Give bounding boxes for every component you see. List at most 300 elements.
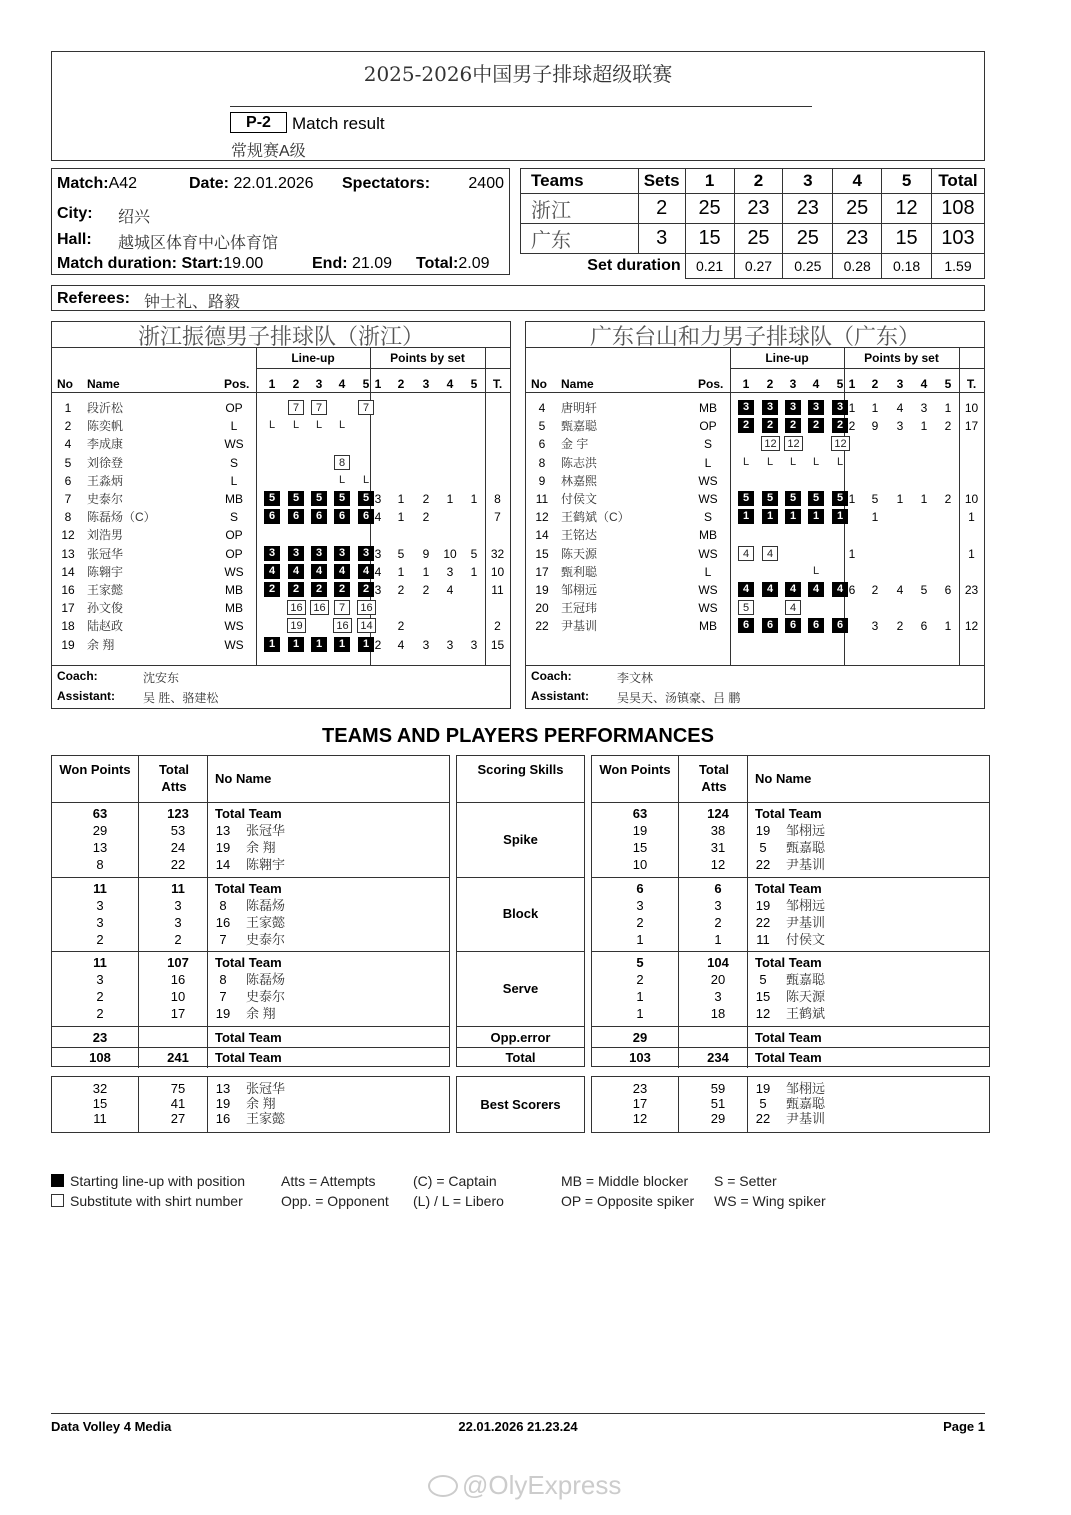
pos-header: Pos. bbox=[698, 377, 724, 391]
team-total-label: Total Team bbox=[215, 881, 282, 896]
lineup-set-header: 2 bbox=[292, 377, 300, 391]
report-subtitle: Match result bbox=[292, 114, 385, 133]
lineup-cell: 6 bbox=[264, 509, 280, 524]
lineup-cell: L bbox=[292, 419, 300, 432]
lineup-cell: 2 bbox=[785, 418, 801, 433]
lineup-cell: 5 bbox=[762, 491, 778, 506]
city-label: City: bbox=[57, 205, 93, 222]
away-set-score: 25 bbox=[783, 224, 833, 254]
lineup-cell: 5 bbox=[808, 491, 824, 506]
total-atts: 16 bbox=[170, 972, 186, 987]
away-set-score: 25 bbox=[734, 224, 783, 254]
best-total-atts: 75 bbox=[170, 1081, 186, 1096]
player-position: MB bbox=[225, 492, 243, 506]
set-points: 2 bbox=[871, 583, 879, 597]
set-points: 2 bbox=[848, 419, 856, 434]
spectators-value: 2400 bbox=[468, 175, 504, 192]
player-number: 20 bbox=[535, 601, 549, 616]
total-points: 108 bbox=[89, 1050, 111, 1065]
player-row bbox=[52, 599, 510, 617]
set-points: 2 bbox=[896, 619, 904, 634]
player-row bbox=[52, 617, 510, 635]
lineup-cell: 2 bbox=[808, 418, 824, 433]
set-scores-table bbox=[520, 168, 985, 279]
best-total-atts: 27 bbox=[170, 1111, 186, 1126]
total-atts: 2 bbox=[174, 932, 182, 947]
set-points: 4 bbox=[374, 510, 382, 525]
total-atts: 18 bbox=[710, 1006, 726, 1021]
best-won-points: 15 bbox=[92, 1096, 108, 1111]
away-set-score: 23 bbox=[833, 224, 882, 254]
player-number: 12 bbox=[61, 528, 75, 543]
lineup-cell: 16 bbox=[357, 600, 376, 615]
lineup-cell: 2 bbox=[288, 582, 304, 597]
lineup-cell: L bbox=[812, 455, 820, 468]
home-set-score: 25 bbox=[685, 194, 734, 224]
total-atts-header: Total Atts bbox=[698, 762, 730, 794]
player-position: MB bbox=[225, 601, 243, 616]
set-points: 5 bbox=[397, 546, 405, 561]
sets-header: Sets bbox=[638, 169, 685, 194]
lineup-cell: 3 bbox=[832, 400, 848, 415]
player-name: 王冠玮 bbox=[561, 601, 598, 616]
player-position: L bbox=[230, 473, 238, 488]
set-points: 1 bbox=[397, 510, 405, 525]
match-info-box bbox=[51, 168, 510, 275]
lineup-cell: 16 bbox=[333, 618, 352, 633]
player-number: 8 bbox=[64, 510, 72, 525]
set-points: 1 bbox=[397, 564, 405, 579]
total-atts: 6 bbox=[714, 881, 722, 896]
set-points: 1 bbox=[848, 401, 856, 415]
lineup-cell: 14 bbox=[357, 618, 376, 633]
lineup-cell: 2 bbox=[311, 582, 327, 597]
total-atts: 10 bbox=[170, 989, 186, 1004]
legend-item: WS = Wing spiker bbox=[714, 1193, 826, 1209]
player-number: 16 bbox=[215, 1111, 231, 1126]
player-row bbox=[52, 508, 510, 526]
best-scorers-label-box bbox=[456, 1076, 585, 1133]
set-points: 1 bbox=[848, 546, 856, 561]
set-points: 1 bbox=[920, 419, 928, 434]
referees-names: 钟士礼、路毅 bbox=[144, 294, 241, 311]
set-points: 9 bbox=[422, 546, 430, 561]
won-points: 1 bbox=[636, 1006, 644, 1021]
team-total-label: Total Team bbox=[755, 806, 822, 821]
player-row bbox=[526, 545, 984, 563]
best-won-points: 17 bbox=[632, 1096, 648, 1111]
player-name: 王淼炳 bbox=[87, 473, 124, 488]
home-best-scorers bbox=[51, 1076, 450, 1133]
set-points: 6 bbox=[848, 583, 856, 597]
best-total-atts: 51 bbox=[710, 1096, 726, 1111]
lineup-cell: 7 bbox=[311, 400, 327, 415]
set-duration: 0.18 bbox=[882, 254, 932, 279]
player-number: 15 bbox=[755, 989, 771, 1004]
player-number: 17 bbox=[61, 601, 75, 616]
away-best-scorers bbox=[591, 1076, 990, 1133]
set-points: 4 bbox=[397, 637, 405, 652]
match-label: Match: bbox=[57, 175, 109, 192]
legend-item: (C) = Captain bbox=[413, 1173, 497, 1189]
lineup-cell: 5 bbox=[311, 491, 327, 506]
won-points: 29 bbox=[92, 823, 108, 838]
lineup-header: Line-up bbox=[765, 351, 809, 365]
player-number: 5 bbox=[759, 972, 767, 987]
set-points: 6 bbox=[944, 583, 952, 597]
set-points: 2 bbox=[374, 637, 382, 652]
player-number: 22 bbox=[755, 857, 771, 872]
player-position: WS bbox=[698, 583, 718, 597]
lineup-cell: 5 bbox=[832, 491, 848, 506]
player-position: S bbox=[703, 437, 712, 452]
lineup-cell: 1 bbox=[762, 509, 778, 524]
lineup-cell: 3 bbox=[358, 546, 374, 561]
best-won-points: 23 bbox=[632, 1081, 648, 1096]
starter-legend-icon bbox=[51, 1174, 64, 1187]
won-points: 3 bbox=[96, 915, 104, 930]
city-value: 绍兴 bbox=[118, 209, 151, 226]
coach-label: Coach: bbox=[57, 669, 98, 683]
lineup-cell: 4 bbox=[808, 582, 824, 597]
points-set-header: 1 bbox=[848, 377, 856, 391]
player-number: 4 bbox=[64, 437, 72, 452]
coach-name: 沈安东 bbox=[143, 671, 180, 685]
best-won-points: 32 bbox=[92, 1081, 108, 1096]
player-position: MB bbox=[699, 401, 717, 415]
set5-header: 5 bbox=[882, 169, 932, 194]
player-position: S bbox=[229, 510, 238, 525]
player-number: 19 bbox=[755, 823, 771, 838]
lineup-cell: 6 bbox=[358, 509, 374, 524]
won-points: 3 bbox=[636, 898, 644, 913]
player-name: 王铭达 bbox=[561, 528, 598, 543]
player-name: 余 翔 bbox=[246, 1096, 276, 1111]
set4-header: 4 bbox=[833, 169, 882, 194]
points-header: Points by set bbox=[864, 351, 939, 365]
best-total-atts: 29 bbox=[710, 1111, 726, 1126]
won-points-header: Won Points bbox=[59, 762, 131, 777]
player-number: 12 bbox=[755, 1006, 771, 1021]
won-points: 11 bbox=[93, 955, 107, 970]
player-row bbox=[526, 599, 984, 617]
player-name: 王鹤斌（C） bbox=[561, 510, 630, 525]
player-name: 陈翱宇 bbox=[87, 564, 124, 579]
player-position: L bbox=[704, 564, 712, 579]
lineup-cell: 6 bbox=[832, 618, 848, 633]
player-name: 付侯文 bbox=[561, 492, 598, 506]
won-points: 5 bbox=[636, 955, 644, 970]
lineup-cell: 3 bbox=[288, 546, 304, 561]
won-points: 8 bbox=[96, 857, 104, 872]
player-position: MB bbox=[699, 619, 717, 634]
player-name: 陈志洪 bbox=[561, 455, 598, 470]
best-won-points: 11 bbox=[93, 1111, 107, 1126]
player-total-points: 1 bbox=[968, 546, 975, 561]
player-position: L bbox=[230, 419, 238, 434]
player-name: 王鹤斌 bbox=[786, 1006, 826, 1021]
home-team-panel bbox=[51, 321, 511, 709]
set-points: 6 bbox=[920, 619, 928, 634]
set-points: 3 bbox=[920, 401, 928, 415]
start-time: 19.00 bbox=[223, 255, 264, 272]
set-points: 1 bbox=[896, 492, 904, 506]
player-name: 甄嘉聪 bbox=[786, 840, 826, 855]
league-title: 2025-2026中国男子排球超级联赛 bbox=[363, 62, 673, 86]
team-title: 浙江振德男子排球队（浙江） bbox=[137, 325, 424, 350]
lineup-cell: 3 bbox=[738, 400, 754, 415]
player-number: 4 bbox=[538, 401, 546, 415]
total-header: T. bbox=[966, 377, 977, 391]
lineup-cell: L bbox=[338, 419, 346, 432]
lineup-cell: 5 bbox=[264, 491, 280, 506]
player-number: 8 bbox=[538, 455, 546, 470]
lineup-cell: 6 bbox=[738, 618, 754, 633]
set-points: 1 bbox=[470, 564, 478, 579]
lineup-cell: 7 bbox=[288, 400, 304, 415]
lineup-cell: 1 bbox=[264, 637, 280, 652]
set-points: 4 bbox=[374, 564, 382, 579]
lineup-cell: 1 bbox=[288, 637, 304, 652]
total-atts: 3 bbox=[714, 898, 722, 913]
player-name: 王家懿 bbox=[246, 1111, 286, 1126]
legend-item: (L) / L = Libero bbox=[413, 1193, 504, 1209]
away-sets-won: 3 bbox=[638, 224, 685, 254]
player-name: 史泰尔 bbox=[246, 932, 286, 947]
lineup-cell: 2 bbox=[738, 418, 754, 433]
player-position: OP bbox=[225, 528, 243, 543]
set-duration-label: Set duration bbox=[521, 254, 686, 279]
total-atts: 2 bbox=[714, 915, 722, 930]
won-points: 2 bbox=[96, 932, 104, 947]
no-name-header: No Name bbox=[215, 771, 272, 786]
lineup-cell: 4 bbox=[832, 582, 848, 597]
total-atts: 123 bbox=[167, 806, 189, 821]
total-label: Total: bbox=[416, 255, 459, 272]
won-points: 1 bbox=[636, 989, 644, 1004]
player-name: 尹基训 bbox=[786, 915, 826, 930]
player-number: 6 bbox=[538, 437, 546, 452]
legend-item: Opp. = Opponent bbox=[281, 1193, 389, 1209]
player-name: 段沂松 bbox=[87, 401, 124, 415]
won-points: 13 bbox=[92, 840, 108, 855]
legend-item: S = Setter bbox=[714, 1173, 777, 1189]
total-atts: 12 bbox=[710, 857, 726, 872]
home-set-score: 25 bbox=[833, 194, 882, 224]
player-name: 甄嘉聪 bbox=[786, 1096, 826, 1111]
player-name: 甄嘉聪 bbox=[561, 419, 598, 434]
lineup-cell: 4 bbox=[762, 582, 778, 597]
set-duration: 0.27 bbox=[734, 254, 783, 279]
team-total-label: Total Team bbox=[215, 955, 282, 970]
lineup-set-header: 5 bbox=[362, 377, 370, 391]
scoring-skills-table bbox=[456, 755, 585, 1067]
player-position: MB bbox=[699, 528, 717, 543]
player-total-points: 10 bbox=[964, 492, 979, 506]
lineup-cell: 5 bbox=[358, 491, 374, 506]
player-name: 陈磊炀 bbox=[246, 898, 286, 913]
set-points: 1 bbox=[470, 492, 478, 506]
name-header: Name bbox=[87, 377, 120, 391]
best-won-points: 12 bbox=[632, 1111, 648, 1126]
lineup-cell: 1 bbox=[738, 509, 754, 524]
footer-page: Page 1 bbox=[943, 1419, 985, 1434]
won-points: 63 bbox=[92, 806, 108, 821]
lineup-cell: 6 bbox=[785, 618, 801, 633]
team-total-label: Total Team bbox=[755, 1030, 822, 1045]
hall-value: 越城区体育中心体育馆 bbox=[118, 235, 279, 252]
player-total-points: 8 bbox=[494, 492, 501, 506]
set-points: 1 bbox=[944, 401, 952, 415]
opp-error-points: 29 bbox=[632, 1030, 648, 1045]
lineup-set-header: 3 bbox=[789, 377, 797, 391]
lineup-cell: 6 bbox=[808, 618, 824, 633]
player-total-points: 11 bbox=[491, 583, 504, 597]
team-total-label: Total Team bbox=[755, 881, 822, 896]
player-number: 16 bbox=[215, 915, 231, 930]
player-position: WS bbox=[224, 619, 244, 634]
player-name: 张冠华 bbox=[246, 1081, 286, 1096]
player-row bbox=[526, 399, 984, 417]
player-name: 余 翔 bbox=[246, 840, 276, 855]
player-number: 16 bbox=[61, 583, 75, 597]
lineup-cell: 2 bbox=[832, 418, 848, 433]
lineup-cell: L bbox=[338, 473, 346, 486]
set-points: 5 bbox=[871, 492, 879, 506]
team-total-label: Total Team bbox=[215, 806, 282, 821]
lineup-cell: 2 bbox=[762, 418, 778, 433]
player-number: 13 bbox=[215, 1081, 231, 1096]
lineup-cell: 5 bbox=[334, 491, 350, 506]
lineup-cell: 4 bbox=[311, 564, 327, 579]
set-points: 3 bbox=[374, 583, 382, 597]
player-row bbox=[526, 490, 984, 508]
report-badge: P-2 bbox=[230, 112, 287, 133]
player-number: 11 bbox=[756, 932, 770, 947]
player-name: 陆赵政 bbox=[87, 619, 124, 634]
opp-error-points: 23 bbox=[92, 1030, 108, 1045]
total-atts: 3 bbox=[714, 989, 722, 1004]
no-header: No bbox=[531, 377, 547, 391]
team-total-label: Total Team bbox=[215, 1050, 282, 1065]
won-points: 3 bbox=[96, 898, 104, 913]
legend-item: Substitute with shirt number bbox=[70, 1193, 243, 1209]
player-row bbox=[52, 472, 510, 490]
player-name: 李成康 bbox=[87, 437, 124, 452]
player-name: 尹基训 bbox=[786, 857, 826, 872]
pos-header: Pos. bbox=[224, 377, 250, 391]
set-points: 3 bbox=[470, 637, 478, 652]
set-points: 1 bbox=[446, 492, 454, 506]
player-name: 邹栩远 bbox=[786, 1081, 826, 1096]
performances-title: TEAMS AND PLAYERS PERFORMANCES bbox=[322, 725, 714, 747]
lineup-set-header: 3 bbox=[315, 377, 323, 391]
player-number: 19 bbox=[755, 898, 771, 913]
player-number: 15 bbox=[535, 546, 549, 561]
set-points: 2 bbox=[422, 583, 430, 597]
lineup-cell: 12 bbox=[761, 436, 780, 451]
set-points: 3 bbox=[871, 619, 879, 634]
points-set-header: 5 bbox=[944, 377, 952, 391]
player-number: 5 bbox=[64, 455, 72, 470]
player-position: WS bbox=[698, 473, 718, 488]
player-number: 1 bbox=[64, 401, 72, 415]
player-total-points: 32 bbox=[490, 546, 505, 561]
home-set-score: 23 bbox=[734, 194, 783, 224]
away-team-name: 广东 bbox=[521, 224, 639, 254]
player-number: 8 bbox=[219, 972, 227, 987]
legend-item: Atts = Attempts bbox=[281, 1173, 376, 1189]
end-time: 21.09 bbox=[352, 255, 393, 272]
player-row bbox=[526, 526, 984, 544]
total-atts: 124 bbox=[707, 806, 729, 821]
player-position: OP bbox=[225, 401, 243, 415]
set-points: 1 bbox=[397, 492, 405, 506]
player-number: 12 bbox=[535, 510, 549, 525]
player-name: 陈天源 bbox=[561, 546, 598, 561]
duration-label: Match duration: bbox=[57, 255, 177, 272]
player-position: MB bbox=[225, 583, 243, 597]
total-atts: 24 bbox=[170, 840, 186, 855]
lineup-cell: 16 bbox=[310, 600, 329, 615]
player-number: 11 bbox=[535, 492, 549, 506]
footer-software: Data Volley 4 Media bbox=[51, 1419, 172, 1434]
lineup-cell: 5 bbox=[738, 491, 754, 506]
player-number: 5 bbox=[759, 840, 767, 855]
set-points: 2 bbox=[397, 619, 405, 634]
home-total-points: 108 bbox=[932, 194, 985, 224]
player-row bbox=[52, 526, 510, 544]
lineup-cell: 1 bbox=[832, 509, 848, 524]
teams-header: Teams bbox=[521, 169, 639, 194]
total-atts: 38 bbox=[710, 823, 726, 838]
best-total-atts: 59 bbox=[710, 1081, 726, 1096]
player-number: 22 bbox=[535, 619, 549, 634]
watermark-text: @OlyExpress bbox=[462, 1470, 622, 1500]
total-duration: 2.09 bbox=[458, 255, 490, 272]
lineup-cell: 4 bbox=[264, 564, 280, 579]
player-position: L bbox=[704, 455, 712, 470]
set-points: 3 bbox=[446, 637, 454, 652]
won-points: 63 bbox=[632, 806, 648, 821]
player-position: WS bbox=[224, 637, 244, 652]
no-name-header: No Name bbox=[755, 771, 812, 786]
player-name: 张冠华 bbox=[246, 823, 286, 838]
spectators-label: Spectators: bbox=[342, 175, 431, 192]
player-total-points: 17 bbox=[964, 419, 979, 434]
team-title: 广东台山和力男子排球队（广东） bbox=[589, 325, 920, 350]
player-number: 14 bbox=[535, 528, 549, 543]
total-atts-header: Total Atts bbox=[158, 762, 190, 794]
player-row bbox=[52, 545, 510, 563]
skill-label: Opp.error bbox=[490, 1030, 551, 1045]
total-header: T. bbox=[492, 377, 503, 391]
substitute-legend-icon bbox=[51, 1194, 64, 1207]
player-row bbox=[52, 490, 510, 508]
lineup-header: Line-up bbox=[291, 351, 335, 365]
legend-item: Starting line-up with position bbox=[70, 1173, 246, 1189]
player-row bbox=[526, 617, 984, 635]
player-name: 孙文俊 bbox=[87, 601, 124, 616]
player-number: 19 bbox=[215, 1096, 231, 1111]
player-number: 19 bbox=[215, 1006, 231, 1021]
player-name: 张冠华 bbox=[87, 546, 124, 561]
total-atts: 3 bbox=[174, 898, 182, 913]
player-name: 余 翔 bbox=[246, 1006, 276, 1021]
player-total-points: 10 bbox=[490, 564, 505, 579]
team-total-label: Total Team bbox=[755, 955, 822, 970]
skill-label: Total bbox=[505, 1050, 536, 1065]
